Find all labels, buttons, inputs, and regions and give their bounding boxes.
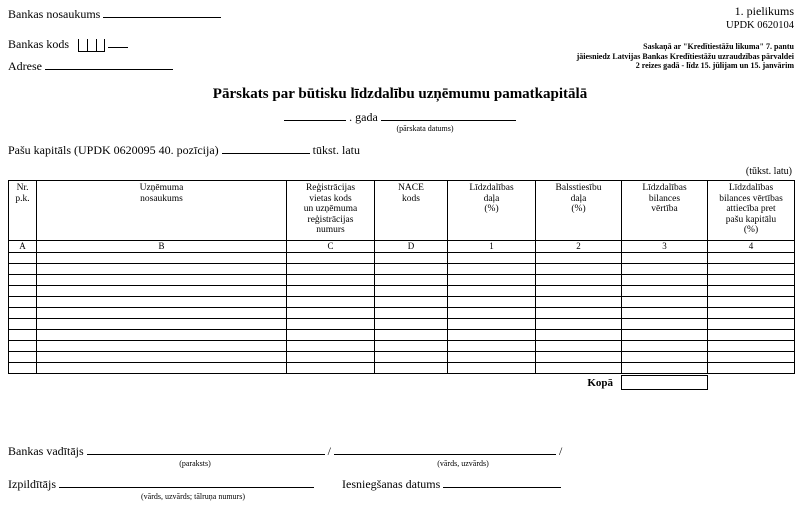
table-cell — [9, 286, 37, 297]
table-cell — [448, 264, 536, 275]
table-cell — [622, 253, 708, 264]
total-cell — [621, 375, 708, 390]
col-code-2: 2 — [536, 241, 622, 253]
executor-line — [8, 476, 792, 492]
participation-table — [8, 180, 795, 374]
table-cell — [9, 264, 37, 275]
table-cell — [9, 308, 37, 319]
table-cell — [448, 341, 536, 352]
table-cell — [375, 264, 448, 275]
table-cell — [37, 341, 287, 352]
table-cell — [448, 319, 536, 330]
col-header-company: Uzņēmuma nosaukums — [37, 181, 287, 241]
bank-name-label: Bankas nosaukums — [8, 7, 101, 21]
col-code-b: B — [37, 241, 287, 253]
col-code-a: A — [9, 241, 37, 253]
table-cell — [9, 341, 37, 352]
annex-block — [577, 4, 794, 71]
submission-note — [577, 42, 794, 71]
table-cell — [9, 319, 37, 330]
col-code-c: C — [287, 241, 375, 253]
table-cell — [37, 297, 287, 308]
table-cell — [375, 341, 448, 352]
signature-caption: (paraksts) — [179, 459, 211, 468]
table-cell — [536, 308, 622, 319]
table-cell — [37, 308, 287, 319]
table-cell — [536, 363, 622, 374]
table-cell — [708, 253, 795, 264]
table-cell — [708, 264, 795, 275]
table-cell — [708, 275, 795, 286]
total-label: Kopā — [587, 376, 613, 389]
table-cell — [9, 275, 37, 286]
slash-close: / — [559, 444, 563, 458]
table-cell — [708, 297, 795, 308]
col-code-4: 4 — [708, 241, 795, 253]
slash-open: / — [327, 444, 331, 458]
table-cell — [536, 319, 622, 330]
report-date-line — [0, 109, 800, 125]
table-row — [9, 352, 795, 363]
report-date-blank — [381, 109, 516, 121]
table-cell — [287, 297, 375, 308]
col-header-nr: Nr. p.k. — [9, 181, 37, 241]
name-caption: (vārds, uzvārds) — [437, 459, 489, 468]
submission-date-blank — [443, 476, 561, 488]
annex-label: 1. pielikums — [734, 4, 794, 18]
table-cell — [536, 264, 622, 275]
equity-capital-label: Pašu kapitāls (UPDK 0620095 40. pozīcija) — [8, 143, 219, 157]
table-cell — [708, 286, 795, 297]
table-cell — [448, 275, 536, 286]
table-cell — [9, 297, 37, 308]
table-cell — [287, 363, 375, 374]
bank-code-label: Bankas kods — [8, 37, 69, 51]
table-cell — [375, 297, 448, 308]
table-cell — [622, 341, 708, 352]
table-cell — [536, 275, 622, 286]
table-cell — [448, 253, 536, 264]
table-row — [9, 253, 795, 264]
table-cell — [448, 297, 536, 308]
table-cell — [37, 363, 287, 374]
col-header-ratio-to-equity: Līdzdalības bilances vērtības attiecība pret pašu kapitālu (%) — [708, 181, 795, 241]
table-row — [9, 297, 795, 308]
address-field — [8, 58, 173, 74]
table-cell — [9, 253, 37, 264]
col-code-1: 1 — [448, 241, 536, 253]
table-cell — [448, 363, 536, 374]
units-note: (tūkst. latu) — [745, 166, 792, 177]
table-body — [9, 253, 795, 374]
table-cell — [448, 308, 536, 319]
table-row — [9, 341, 795, 352]
table-cell — [37, 330, 287, 341]
report-year-blank — [284, 109, 346, 121]
table-cell — [37, 264, 287, 275]
table-cell — [622, 363, 708, 374]
note-line-1: Saskaņā ar "Kredītiestāžu likuma" 7. pantu — [643, 42, 794, 51]
table-cell — [708, 319, 795, 330]
table-cell — [287, 264, 375, 275]
manager-signature-blank — [87, 443, 325, 455]
executor-blank — [59, 476, 314, 488]
col-header-voting-share: Balsstiesību daļa (%) — [536, 181, 622, 241]
table-cell — [287, 330, 375, 341]
table-cell — [287, 308, 375, 319]
address-label: Adrese — [8, 59, 42, 73]
table-cell — [448, 352, 536, 363]
table-row — [9, 319, 795, 330]
gada-label: . gada — [349, 110, 378, 124]
bank-code-boxes — [78, 39, 105, 52]
table-cell — [375, 308, 448, 319]
table-cell — [622, 308, 708, 319]
table-cell — [622, 264, 708, 275]
table-cell — [448, 330, 536, 341]
table-cell — [287, 341, 375, 352]
col-header-participation-share: Līdzdalības daļa (%) — [448, 181, 536, 241]
col-header-nace: NACE kods — [375, 181, 448, 241]
manager-line — [8, 443, 792, 459]
table-cell — [9, 330, 37, 341]
table-row — [9, 363, 795, 374]
table-cell — [622, 319, 708, 330]
header-row — [9, 181, 795, 241]
col-code-3: 3 — [622, 241, 708, 253]
table-row — [9, 330, 795, 341]
table-row — [9, 275, 795, 286]
date-caption: (pārskata datums) — [396, 124, 454, 133]
table-cell — [622, 286, 708, 297]
form-code: UPDK 0620104 — [726, 20, 794, 31]
total-row — [8, 375, 794, 390]
table-cell — [37, 286, 287, 297]
table-cell — [622, 275, 708, 286]
table-cell — [536, 341, 622, 352]
col-header-balance-value: Līdzdalības bilances vērtība — [622, 181, 708, 241]
table-cell — [375, 352, 448, 363]
table-row — [9, 308, 795, 319]
executor-caption: (vārds, uzvārds; tālruņa numurs) — [141, 492, 245, 501]
table-cell — [287, 319, 375, 330]
table-cell — [708, 363, 795, 374]
table-cell — [37, 275, 287, 286]
table-cell — [708, 341, 795, 352]
table-cell — [9, 352, 37, 363]
col-header-registration: Reģistrācijas vietas kods un uzņēmuma reģistrācijas numurs — [287, 181, 375, 241]
table-cell — [375, 330, 448, 341]
table-cell — [375, 363, 448, 374]
table-cell — [37, 352, 287, 363]
table-cell — [37, 319, 287, 330]
table-cell — [536, 253, 622, 264]
table-cell — [708, 330, 795, 341]
manager-label: Bankas vadītājs — [8, 444, 84, 458]
code-row — [9, 241, 795, 253]
table-cell — [287, 286, 375, 297]
bank-name-field — [8, 6, 221, 22]
equity-capital-blank — [222, 142, 310, 154]
bank-code-blank — [108, 36, 128, 48]
address-blank — [45, 58, 173, 70]
manager-name-blank — [334, 443, 556, 455]
note-line-2: jāiesniedz Latvijas Bankas Kredītiestāžu uzraudzības pārvaldei — [576, 51, 794, 61]
bank-name-blank — [103, 6, 221, 18]
table-cell — [287, 253, 375, 264]
note-line-3: 2 reizes gadā - līdz 15. jūlijam un 15. janvārim — [635, 61, 794, 70]
table-cell — [375, 253, 448, 264]
table-row — [9, 264, 795, 275]
submission-date-label: Iesniegšanas datums — [342, 477, 441, 491]
equity-capital-line — [8, 142, 360, 158]
form-title: Pārskats par būtisku līdzdalību uzņēmumu pamatkapitālā — [212, 86, 588, 102]
table-cell — [37, 253, 287, 264]
table-cell — [536, 286, 622, 297]
table-cell — [287, 352, 375, 363]
table-cell — [287, 275, 375, 286]
equity-unit-label: tūkst. latu — [312, 143, 360, 157]
table-cell — [536, 297, 622, 308]
table-block — [8, 180, 794, 390]
table-cell — [375, 286, 448, 297]
table-cell — [708, 352, 795, 363]
table-cell — [622, 352, 708, 363]
table-cell — [448, 286, 536, 297]
table-cell — [536, 330, 622, 341]
executor-label: Izpildītājs — [8, 477, 56, 491]
table-cell — [708, 308, 795, 319]
col-code-d: D — [375, 241, 448, 253]
table-cell — [622, 330, 708, 341]
table-cell — [9, 363, 37, 374]
table-cell — [536, 352, 622, 363]
table-row — [9, 286, 795, 297]
table-cell — [375, 319, 448, 330]
table-cell — [375, 275, 448, 286]
bank-code-field — [8, 36, 128, 52]
table-cell — [622, 297, 708, 308]
